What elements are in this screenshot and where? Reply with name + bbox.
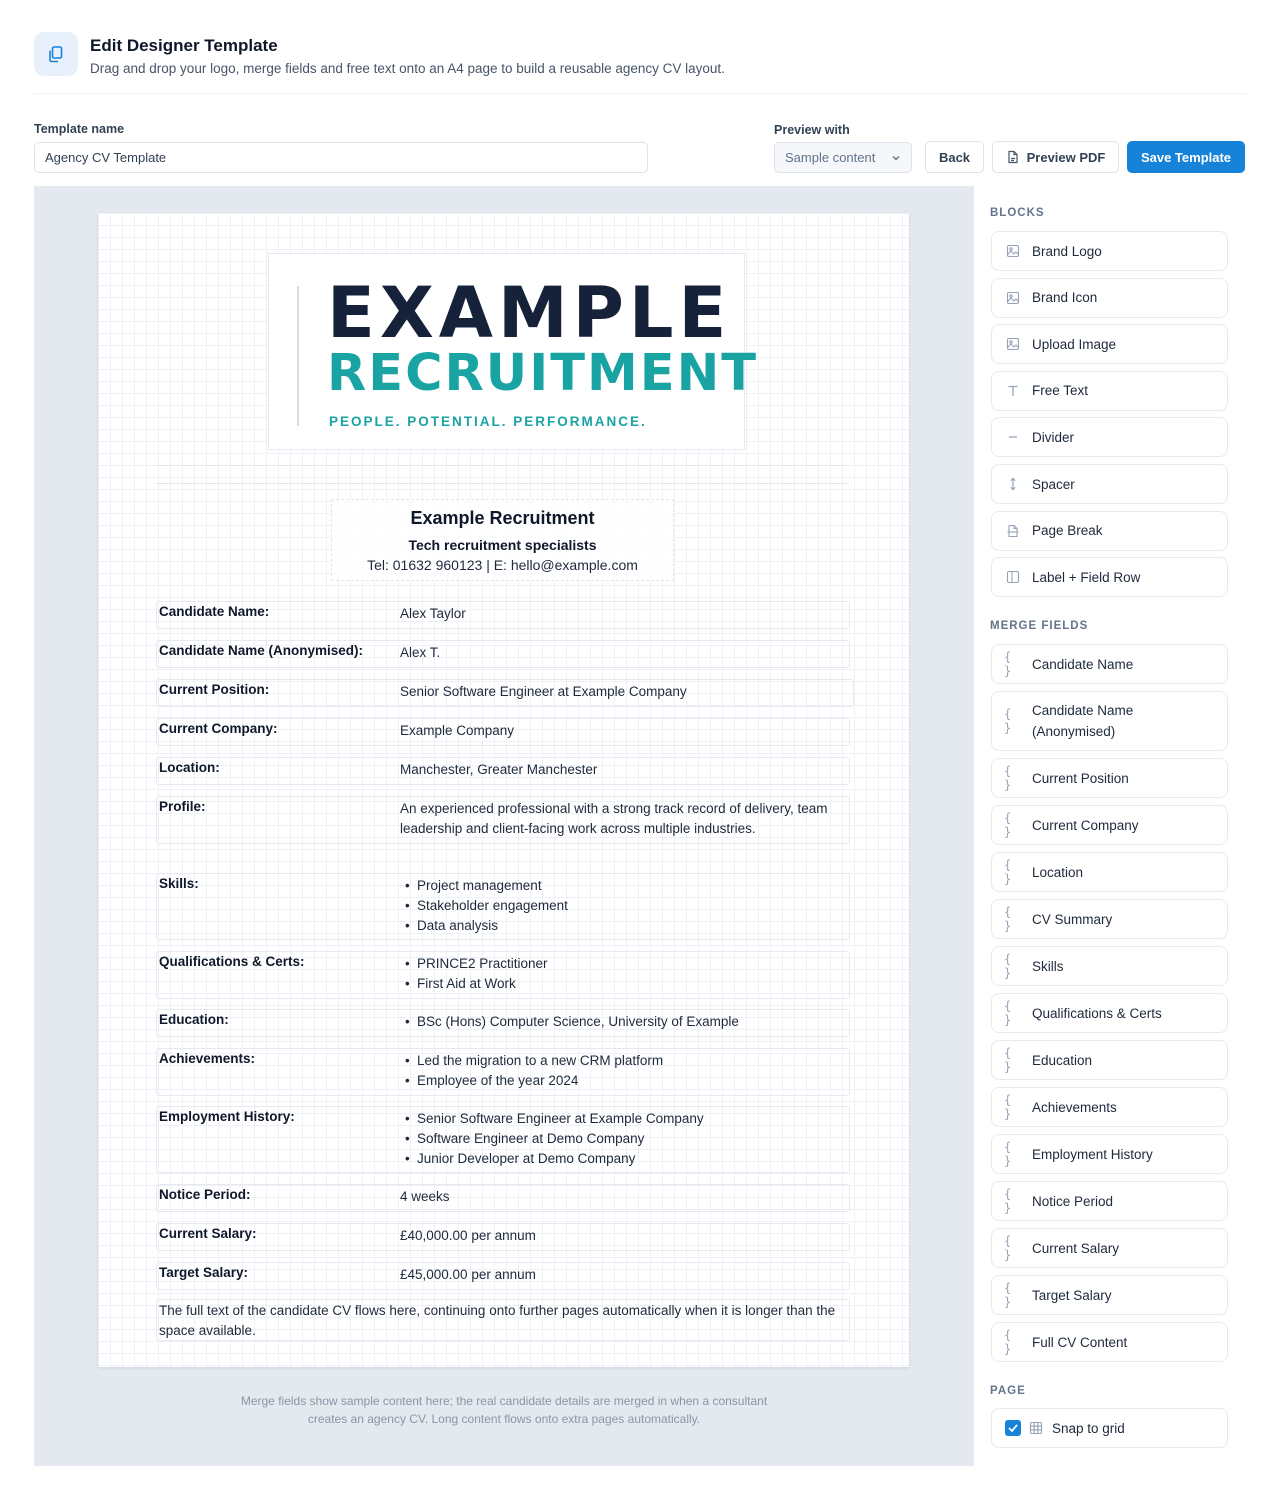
block-upload-image[interactable] xyxy=(991,324,1228,364)
merge-field-label: Qualifications & Certs xyxy=(1032,1005,1162,1021)
merge-field-row[interactable] xyxy=(156,1184,850,1212)
field-label: Current Salary: xyxy=(159,1226,257,1241)
braces-icon: { } xyxy=(1004,811,1012,839)
field-value-item: • Junior Developer at Demo Company xyxy=(403,1149,840,1169)
field-value-item: • PRINCE2 Practitioner xyxy=(403,954,840,974)
block-brand-icon[interactable] xyxy=(991,278,1228,318)
merge-field-label: Current Position xyxy=(1032,770,1129,786)
braces-icon: { } xyxy=(1004,999,1012,1027)
checkbox-checked-icon[interactable] xyxy=(1005,1420,1021,1436)
field-value-item: • Led the migration to a new CRM platform xyxy=(403,1051,840,1071)
merge-field-row[interactable] xyxy=(156,640,850,668)
field-label: Profile: xyxy=(159,799,206,814)
field-label: Candidate Name: xyxy=(159,604,270,619)
braces-icon: { } xyxy=(1004,1140,1012,1168)
block-label: Free Text xyxy=(1032,383,1089,399)
merge-field-row[interactable] xyxy=(156,601,850,629)
field-value-item: • BSc (Hons) Computer Science, University of Example xyxy=(403,1012,840,1032)
preview-pdf-label: Preview PDF xyxy=(1026,149,1106,165)
merge-field-candidate-name-anonymised[interactable] xyxy=(991,691,1228,751)
merge-field-label: Location xyxy=(1032,864,1084,880)
braces-icon: { } xyxy=(1004,764,1012,792)
page-title: Edit Designer Template xyxy=(90,36,278,55)
agency-contact: Tel: 01632 960123 | E: hello@example.com xyxy=(367,557,638,573)
merge-field-row[interactable] xyxy=(156,1223,850,1251)
page-heading: PAGE xyxy=(990,1385,1026,1397)
block-label: Page Break xyxy=(1032,523,1103,539)
braces-icon: { } xyxy=(1004,1281,1012,1309)
merge-field-target-salary[interactable] xyxy=(991,1275,1228,1315)
columns-icon xyxy=(1004,570,1022,584)
full-cv-content-block[interactable]: The full text of the candidate CV flows here, continuing onto further pages automatically when it is longer than the space available. xyxy=(156,1299,850,1341)
spacer-icon xyxy=(1004,477,1022,491)
merge-field-row[interactable] xyxy=(156,757,850,785)
field-value: Example Company xyxy=(400,723,515,738)
field-label: Skills: xyxy=(159,876,199,891)
merge-field-label: Current Company xyxy=(1032,817,1139,833)
canvas-note: Merge fields show sample content here; the real candidate details are merged in when a consultant creates an agency CV. Long content flows onto extra pages automatically. xyxy=(240,1394,768,1426)
a4-page[interactable] xyxy=(98,213,909,1367)
page-subtitle: Drag and drop your logo, merge fields and free text onto an A4 page to build a reusable agency CV layout. xyxy=(90,61,725,76)
preview-with-label: Preview with xyxy=(774,123,850,137)
field-value-item: • Data analysis xyxy=(403,916,840,936)
block-label: Upload Image xyxy=(1032,336,1117,352)
field-label: Employment History: xyxy=(159,1109,295,1124)
image-icon xyxy=(1004,291,1022,305)
field-label: Education: xyxy=(159,1012,229,1027)
logo-line-2: RECRUITMENT xyxy=(327,344,759,403)
image-icon xyxy=(1004,244,1022,258)
template-name-label: Template name xyxy=(34,122,125,136)
divider-block-bottom xyxy=(156,483,849,484)
field-value-item: • Software Engineer at Demo Company xyxy=(403,1129,840,1149)
copy-document-icon xyxy=(34,32,78,76)
preview-pdf-button[interactable] xyxy=(992,141,1119,173)
field-value: Alex Taylor xyxy=(400,606,466,621)
merge-field-employment-history[interactable] xyxy=(991,1134,1228,1174)
block-label-field-row[interactable] xyxy=(991,557,1228,597)
field-value: 4 weeks xyxy=(400,1189,450,1204)
block-free-text[interactable] xyxy=(991,371,1228,411)
block-spacer[interactable] xyxy=(991,464,1228,504)
preview-with-value: Sample content xyxy=(785,150,876,165)
block-divider[interactable] xyxy=(991,417,1228,457)
merge-field-label: CV Summary xyxy=(1032,911,1113,927)
file-icon xyxy=(1006,150,1020,164)
braces-icon: { } xyxy=(1004,1046,1012,1074)
merge-field-label: Target Salary xyxy=(1032,1287,1112,1303)
field-label: Achievements: xyxy=(159,1051,256,1066)
merge-field-row[interactable] xyxy=(156,1262,850,1290)
braces-icon: { } xyxy=(1004,650,1012,678)
merge-field-label: Candidate Name xyxy=(1032,656,1134,672)
field-value-item: • Project management xyxy=(403,876,840,896)
agency-tagline: Tech recruitment specialists xyxy=(408,537,597,553)
blocks-heading: BLOCKS xyxy=(990,207,1045,219)
braces-icon: { } xyxy=(1004,1093,1012,1121)
block-brand-logo[interactable] xyxy=(991,231,1228,271)
merge-field-notice-period[interactable] xyxy=(991,1181,1228,1221)
text-icon xyxy=(1004,384,1022,398)
merge-field-label: Skills xyxy=(1032,958,1064,974)
field-label: Candidate Name (Anonymised): xyxy=(159,643,364,658)
merge-field-label: Current Salary xyxy=(1032,1240,1120,1256)
field-label: Current Position: xyxy=(159,682,270,697)
merge-field-row[interactable] xyxy=(156,679,854,707)
merge-field-skills[interactable] xyxy=(991,946,1228,986)
field-value: £40,000.00 per annum xyxy=(400,1228,536,1243)
braces-icon: { } xyxy=(1004,858,1012,886)
merge-field-label: Achievements xyxy=(1032,1099,1117,1115)
preview-with-select[interactable] xyxy=(774,142,912,173)
merge-field-current-position[interactable] xyxy=(991,758,1228,798)
merge-field-current-company[interactable] xyxy=(991,805,1228,845)
merge-fields-heading: MERGE FIELDS xyxy=(990,620,1089,632)
header-divider xyxy=(34,93,1246,94)
braces-icon: { } xyxy=(1004,905,1012,933)
merge-field-label: Notice Period xyxy=(1032,1193,1114,1209)
field-value xyxy=(400,1051,840,1091)
merge-field-current-salary[interactable] xyxy=(991,1228,1228,1268)
back-button[interactable] xyxy=(925,141,984,173)
block-label: Label + Field Row xyxy=(1032,569,1141,585)
field-value: Senior Software Engineer at Example Company xyxy=(400,684,687,699)
field-value-item: • Senior Software Engineer at Example Company xyxy=(403,1109,840,1129)
merge-field-label: Full CV Content xyxy=(1032,1334,1128,1350)
field-value-item: • Stakeholder engagement xyxy=(403,896,840,916)
design-canvas[interactable] xyxy=(34,186,974,1466)
template-name-input[interactable]: Agency CV Template xyxy=(34,142,648,173)
page-break-icon xyxy=(1004,524,1022,538)
field-value xyxy=(400,1012,840,1032)
merge-field-label: Candidate Name (Anonymised) xyxy=(1032,703,1134,739)
merge-field-row[interactable] xyxy=(156,951,850,999)
block-label: Divider xyxy=(1032,429,1075,445)
field-label: Location: xyxy=(159,760,220,775)
field-value xyxy=(400,876,840,936)
block-label: Brand Logo xyxy=(1032,243,1102,259)
snap-to-grid-toggle[interactable] xyxy=(991,1408,1228,1448)
logo-line-1: EXAMPLE xyxy=(327,272,732,354)
block-label: Brand Icon xyxy=(1032,290,1098,306)
braces-icon: { } xyxy=(1004,707,1012,735)
merge-field-label: Employment History xyxy=(1032,1146,1153,1162)
merge-field-full-cv-content[interactable] xyxy=(991,1322,1228,1362)
field-value: An experienced professional with a strong track record of delivery, team leadership and client-facing work across multiple industries. xyxy=(400,801,828,836)
merge-field-row[interactable] xyxy=(156,718,850,746)
agency-header-block[interactable] xyxy=(331,499,674,581)
brand-logo-block[interactable] xyxy=(268,253,759,450)
chevron-down-icon xyxy=(891,154,901,162)
field-value: Manchester, Greater Manchester xyxy=(400,762,598,777)
snap-to-grid-label: Snap to grid xyxy=(1052,1420,1125,1436)
divider-block[interactable] xyxy=(156,465,849,466)
merge-field-row[interactable] xyxy=(156,1106,850,1173)
logo-accent-bar xyxy=(297,286,299,426)
merge-field-candidate-name[interactable] xyxy=(991,644,1228,684)
grid-icon xyxy=(1029,1421,1043,1435)
merge-field-row[interactable] xyxy=(156,796,850,844)
field-value-item: • Employee of the year 2024 xyxy=(403,1071,840,1091)
braces-icon: { } xyxy=(1004,1187,1012,1215)
block-label: Spacer xyxy=(1032,476,1075,492)
field-label: Qualifications & Certs: xyxy=(159,954,305,969)
field-value: £45,000.00 per annum xyxy=(400,1267,536,1282)
merge-field-row[interactable] xyxy=(156,873,850,940)
field-value xyxy=(400,1109,840,1169)
divider-icon xyxy=(1004,430,1022,444)
merge-field-achievements[interactable] xyxy=(991,1087,1228,1127)
field-value xyxy=(400,954,840,994)
braces-icon: { } xyxy=(1004,952,1012,980)
field-label: Notice Period: xyxy=(159,1187,251,1202)
merge-field-label: Education xyxy=(1032,1052,1093,1068)
braces-icon: { } xyxy=(1004,1234,1012,1262)
back-button-label: Back xyxy=(938,149,971,165)
logo-tagline: PEOPLE. POTENTIAL. PERFORMANCE. xyxy=(329,414,647,429)
page-header xyxy=(34,32,725,76)
merge-field-education[interactable] xyxy=(991,1040,1228,1080)
field-label: Target Salary: xyxy=(159,1265,249,1280)
merge-field-row[interactable] xyxy=(156,1048,850,1096)
field-label: Current Company: xyxy=(159,721,278,736)
image-icon xyxy=(1004,337,1022,351)
save-template-label: Save Template xyxy=(1140,149,1232,165)
field-value: Alex T. xyxy=(400,645,441,660)
agency-name: Example Recruitment xyxy=(410,508,595,528)
merge-field-location[interactable] xyxy=(991,852,1228,892)
merge-field-cv-summary[interactable] xyxy=(991,899,1228,939)
braces-icon: { } xyxy=(1004,1328,1012,1356)
merge-field-qualifications-certs[interactable] xyxy=(991,993,1228,1033)
merge-field-row[interactable] xyxy=(156,1009,850,1037)
block-page-break[interactable] xyxy=(991,511,1228,551)
save-template-button[interactable] xyxy=(1127,141,1245,173)
field-value-item: • First Aid at Work xyxy=(403,974,840,994)
